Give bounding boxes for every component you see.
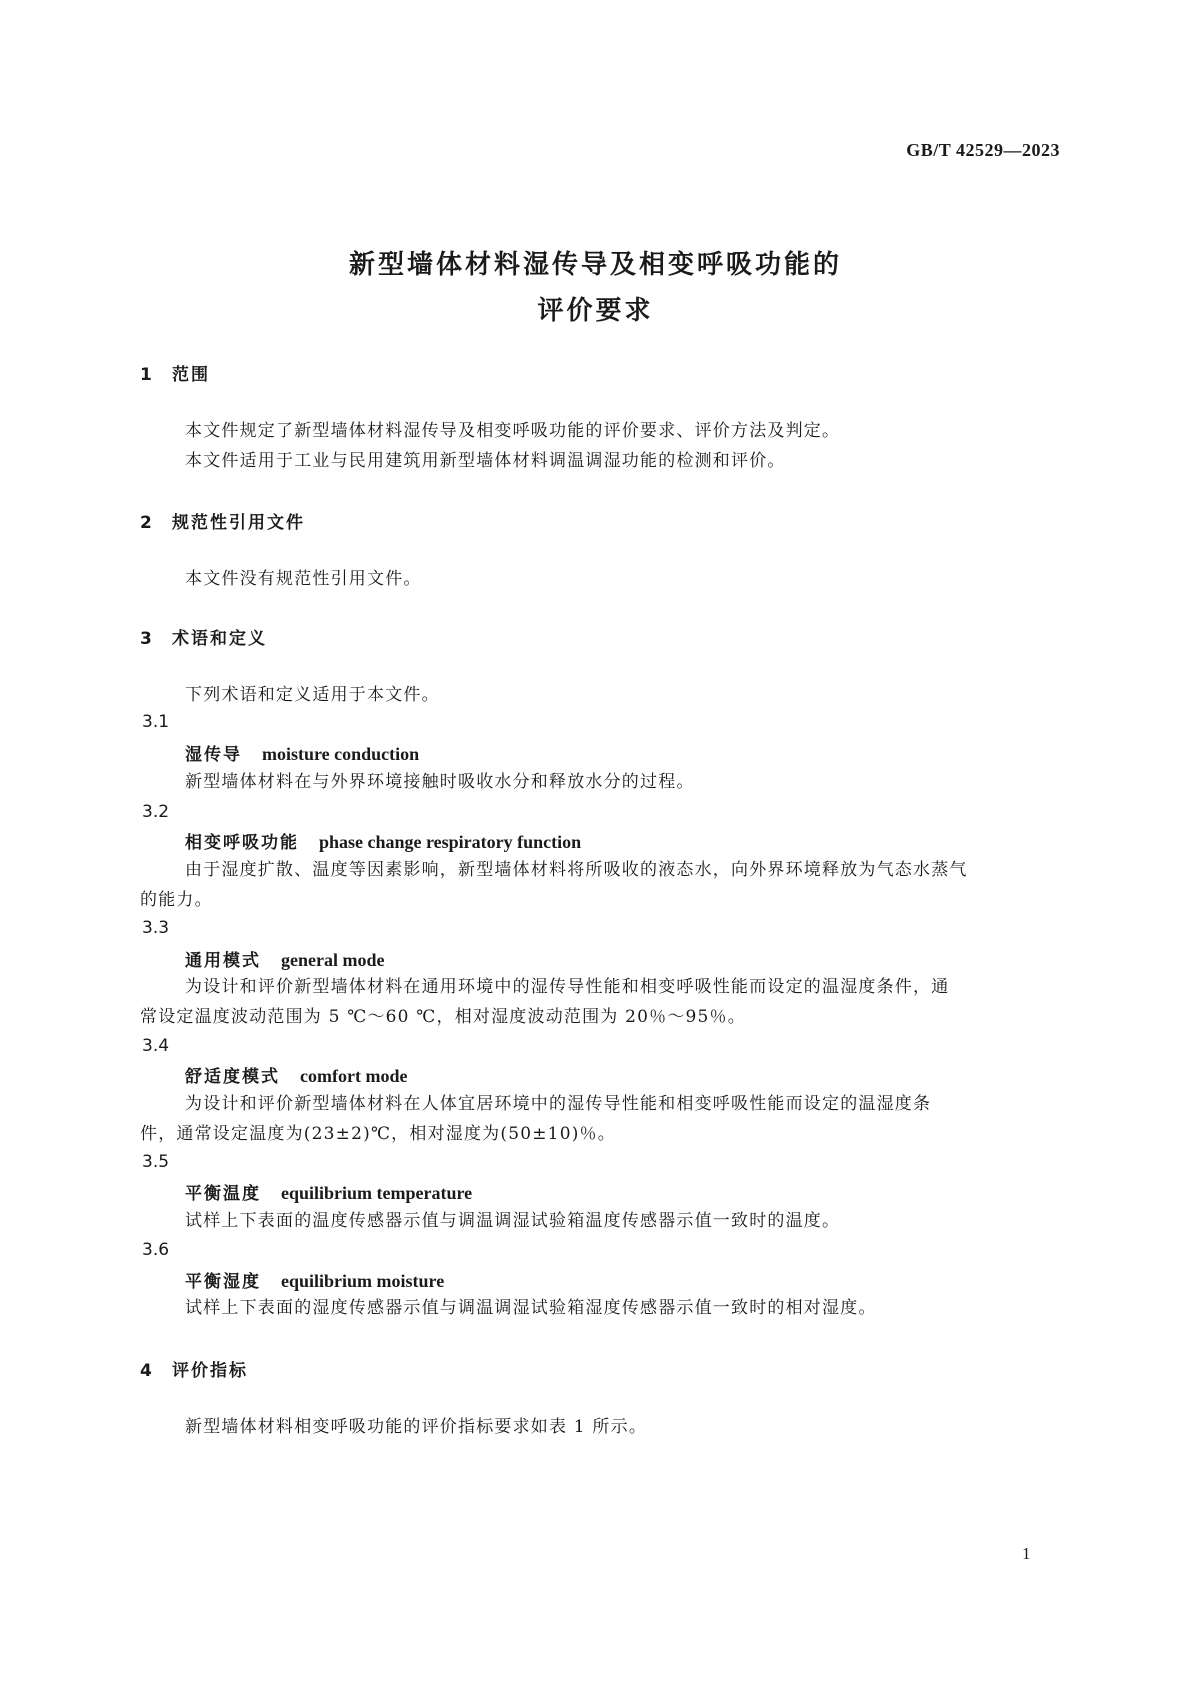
term-zh: 相变呼吸功能 [185, 833, 299, 853]
term-definition: 试样上下表面的湿度传感器示值与调温调湿试验箱湿度传感器示值一致时的相对湿度。 [185, 1298, 877, 1318]
document-title-line1: 新型墙体材料湿传导及相变呼吸功能的 [348, 250, 842, 280]
standard-code: GB/T 42529—2023 [906, 140, 1060, 160]
section-number: 1 [140, 365, 154, 385]
term-heading [185, 1267, 444, 1292]
page-number: 1 [1022, 1544, 1031, 1563]
section-number: 3 [140, 629, 154, 649]
section-4-paragraph-1: 新型墙体材料相变呼吸功能的评价指标要求如表 1 所示。 [185, 1417, 648, 1437]
term-definition-continued: 的能力。 [140, 890, 213, 910]
section-1-paragraph-2: 本文件适用于工业与民用建筑用新型墙体材料调温调湿功能的检测和评价。 [185, 451, 786, 471]
term-zh: 平衡湿度 [185, 1272, 261, 1292]
term-number: 3.4 [142, 1036, 170, 1056]
term-definition: 由于湿度扩散、温度等因素影响，新型墙体材料将所吸收的液态水，向外界环境释放为气态水蒸气 [185, 860, 968, 880]
section-title: 规范性引用文件 [172, 513, 305, 533]
section-title: 术语和定义 [172, 629, 267, 649]
section-2-heading [140, 508, 305, 533]
term-heading [185, 828, 581, 853]
term-heading [185, 740, 419, 765]
section-title: 评价指标 [172, 1361, 248, 1381]
term-definition: 试样上下表面的温度传感器示值与调温调湿试验箱温度传感器示值一致时的温度。 [185, 1211, 841, 1231]
term-en: comfort mode [300, 1066, 408, 1086]
term-zh: 湿传导 [185, 745, 242, 765]
term-number: 3.3 [142, 918, 170, 938]
section-2-paragraph-1: 本文件没有规范性引用文件。 [185, 569, 422, 589]
term-heading [185, 946, 384, 971]
term-definition: 新型墙体材料在与外界环境接触时吸收水分和释放水分的过程。 [185, 772, 695, 792]
section-1-heading [140, 360, 210, 385]
section-number: 2 [140, 513, 154, 533]
term-number: 3.5 [142, 1152, 170, 1172]
section-3-paragraph-1: 下列术语和定义适用于本文件。 [185, 685, 440, 705]
term-heading [185, 1179, 472, 1204]
term-zh: 通用模式 [185, 951, 261, 971]
section-4-heading [140, 1356, 248, 1381]
term-heading [185, 1062, 407, 1087]
term-definition: 为设计和评价新型墙体材料在通用环境中的湿传导性能和相变呼吸性能而设定的温湿度条件，通 [185, 977, 950, 997]
term-en: equilibrium temperature [281, 1183, 473, 1203]
section-1-paragraph-1: 本文件规定了新型墙体材料湿传导及相变呼吸功能的评价要求、评价方法及判定。 [185, 421, 841, 441]
term-number: 3.1 [142, 712, 170, 732]
term-en: equilibrium moisture [281, 1271, 445, 1291]
term-zh: 舒适度模式 [185, 1067, 280, 1087]
term-en: moisture conduction [262, 744, 420, 764]
document-title-line2: 评价要求 [537, 296, 654, 326]
term-definition: 为设计和评价新型墙体材料在人体宜居环境中的湿传导性能和相变呼吸性能而设定的温湿度条 [185, 1094, 932, 1114]
section-title: 范围 [172, 365, 210, 385]
term-en: general mode [281, 950, 385, 970]
term-en: phase change respiratory function [319, 832, 582, 852]
term-number: 3.2 [142, 802, 170, 822]
section-number: 4 [140, 1361, 154, 1381]
term-zh: 平衡温度 [185, 1184, 261, 1204]
section-3-heading [140, 624, 267, 649]
term-number: 3.6 [142, 1240, 170, 1260]
term-definition-continued: 件，通常设定温度为(23±2)℃，相对湿度为(50±10)％。 [140, 1124, 616, 1144]
term-definition-continued: 常设定温度波动范围为 5 ℃～60 ℃，相对湿度波动范围为 20％～95％。 [140, 1007, 746, 1027]
